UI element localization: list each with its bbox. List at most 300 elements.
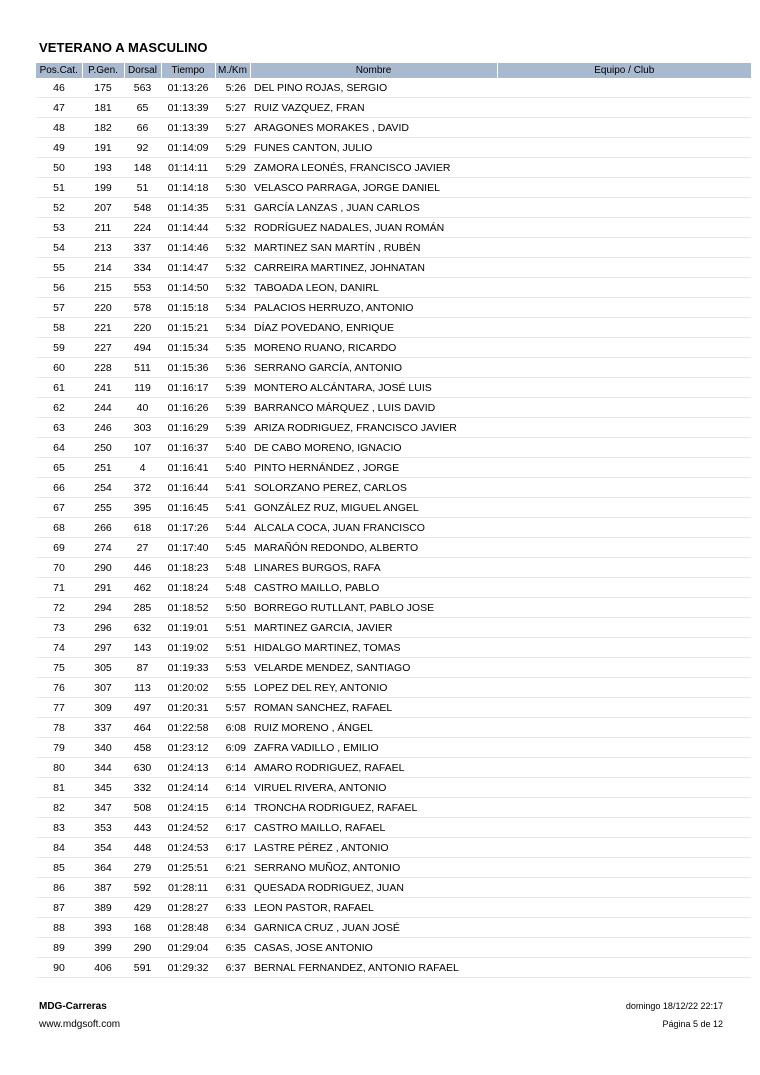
cell-equipo (497, 398, 751, 418)
table-row (36, 818, 751, 838)
cell-p-gen: 344 (82, 758, 124, 778)
table-row (36, 198, 751, 218)
cell-dorsal: 337 (124, 238, 161, 258)
cell-dorsal: 40 (124, 398, 161, 418)
table-row (36, 738, 751, 758)
table-row (36, 598, 751, 618)
cell-equipo (497, 698, 751, 718)
cell-equipo (497, 98, 751, 118)
table-row (36, 618, 751, 638)
cell-p-gen: 291 (82, 578, 124, 598)
cell-mkm: 5:40 (215, 438, 250, 458)
cell-p-gen: 274 (82, 538, 124, 558)
cell-tiempo: 01:18:24 (161, 578, 215, 598)
table-row (36, 338, 751, 358)
table-row (36, 398, 751, 418)
cell-tiempo: 01:24:15 (161, 798, 215, 818)
cell-dorsal: 372 (124, 478, 161, 498)
cell-tiempo: 01:28:27 (161, 898, 215, 918)
cell-p-gen: 181 (82, 98, 124, 118)
cell-dorsal: 462 (124, 578, 161, 598)
cell-tiempo: 01:15:21 (161, 318, 215, 338)
cell-tiempo: 01:28:11 (161, 878, 215, 898)
cell-nombre: QUESADA RODRIGUEZ, JUAN (250, 878, 497, 898)
cell-p-gen: 254 (82, 478, 124, 498)
cell-nombre: PALACIOS HERRUZO, ANTONIO (250, 298, 497, 318)
cell-mkm: 5:35 (215, 338, 250, 358)
cell-mkm: 6:33 (215, 898, 250, 918)
cell-tiempo: 01:13:26 (161, 78, 215, 98)
cell-equipo (497, 438, 751, 458)
cell-tiempo: 01:19:33 (161, 658, 215, 678)
table-row (36, 438, 751, 458)
cell-pos-cat: 88 (36, 918, 82, 938)
cell-p-gen: 255 (82, 498, 124, 518)
cell-mkm: 5:36 (215, 358, 250, 378)
footer-website: www.mdgsoft.com (39, 1019, 121, 1030)
cell-dorsal: 548 (124, 198, 161, 218)
table-row (36, 758, 751, 778)
cell-pos-cat: 79 (36, 738, 82, 758)
cell-nombre: CASAS, JOSE ANTONIO (250, 938, 497, 958)
cell-pos-cat: 51 (36, 178, 82, 198)
cell-p-gen: 294 (82, 598, 124, 618)
header-pos-cat: Pos.Cat. (36, 63, 82, 78)
cell-mkm: 5:39 (215, 378, 250, 398)
cell-dorsal: 65 (124, 98, 161, 118)
cell-tiempo: 01:20:31 (161, 698, 215, 718)
cell-tiempo: 01:14:46 (161, 238, 215, 258)
cell-pos-cat: 85 (36, 858, 82, 878)
cell-p-gen: 211 (82, 218, 124, 238)
cell-equipo (497, 618, 751, 638)
cell-tiempo: 01:14:35 (161, 198, 215, 218)
cell-p-gen: 387 (82, 878, 124, 898)
cell-pos-cat: 81 (36, 778, 82, 798)
cell-pos-cat: 74 (36, 638, 82, 658)
cell-equipo (497, 178, 751, 198)
cell-pos-cat: 78 (36, 718, 82, 738)
table-row (36, 698, 751, 718)
cell-tiempo: 01:16:44 (161, 478, 215, 498)
table-row (36, 258, 751, 278)
table-row (36, 878, 751, 898)
cell-tiempo: 01:14:50 (161, 278, 215, 298)
table-row (36, 478, 751, 498)
cell-tiempo: 01:16:45 (161, 498, 215, 518)
table-row (36, 858, 751, 878)
cell-dorsal: 446 (124, 558, 161, 578)
cell-equipo (497, 458, 751, 478)
table-row (36, 378, 751, 398)
cell-pos-cat: 46 (36, 78, 82, 98)
cell-equipo (497, 778, 751, 798)
cell-nombre: SERRANO GARCÍA, ANTONIO (250, 358, 497, 378)
cell-nombre: ALCALA COCA, JUAN FRANCISCO (250, 518, 497, 538)
footer-date: domingo 18/12/22 22:17 (625, 1001, 723, 1011)
cell-dorsal: 119 (124, 378, 161, 398)
cell-equipo (497, 938, 751, 958)
cell-mkm: 5:32 (215, 278, 250, 298)
cell-tiempo: 01:18:52 (161, 598, 215, 618)
table-row (36, 938, 751, 958)
cell-tiempo: 01:16:37 (161, 438, 215, 458)
cell-dorsal: 285 (124, 598, 161, 618)
cell-pos-cat: 59 (36, 338, 82, 358)
cell-equipo (497, 478, 751, 498)
cell-pos-cat: 52 (36, 198, 82, 218)
cell-p-gen: 193 (82, 158, 124, 178)
table-row (36, 318, 751, 338)
cell-pos-cat: 53 (36, 218, 82, 238)
cell-nombre: GARNICA CRUZ , JUAN JOSÉ (250, 918, 497, 938)
cell-pos-cat: 66 (36, 478, 82, 498)
cell-mkm: 6:35 (215, 938, 250, 958)
cell-dorsal: 303 (124, 418, 161, 438)
cell-nombre: DÍAZ POVEDANO, ENRIQUE (250, 318, 497, 338)
cell-nombre: PINTO HERNÁNDEZ , JORGE (250, 458, 497, 478)
cell-dorsal: 51 (124, 178, 161, 198)
cell-mkm: 5:45 (215, 538, 250, 558)
cell-mkm: 5:27 (215, 98, 250, 118)
cell-mkm: 6:14 (215, 778, 250, 798)
cell-equipo (497, 638, 751, 658)
cell-p-gen: 244 (82, 398, 124, 418)
results-table (36, 63, 751, 978)
header-mkm: M./Km (215, 63, 250, 78)
cell-nombre: DEL PINO ROJAS, SERGIO (250, 78, 497, 98)
table-row (36, 78, 751, 98)
cell-pos-cat: 56 (36, 278, 82, 298)
cell-nombre: ARAGONES MORAKES , DAVID (250, 118, 497, 138)
cell-dorsal: 4 (124, 458, 161, 478)
cell-nombre: FUNES CANTON, JULIO (250, 138, 497, 158)
cell-pos-cat: 90 (36, 958, 82, 978)
cell-pos-cat: 67 (36, 498, 82, 518)
cell-p-gen: 297 (82, 638, 124, 658)
cell-pos-cat: 77 (36, 698, 82, 718)
cell-mkm: 6:34 (215, 918, 250, 938)
cell-p-gen: 353 (82, 818, 124, 838)
cell-mkm: 6:14 (215, 798, 250, 818)
cell-nombre: LOPEZ DEL REY, ANTONIO (250, 678, 497, 698)
cell-equipo (497, 558, 751, 578)
cell-equipo (497, 378, 751, 398)
cell-tiempo: 01:16:17 (161, 378, 215, 398)
cell-equipo (497, 278, 751, 298)
cell-p-gen: 251 (82, 458, 124, 478)
cell-mkm: 5:39 (215, 418, 250, 438)
cell-p-gen: 345 (82, 778, 124, 798)
cell-pos-cat: 83 (36, 818, 82, 838)
cell-tiempo: 01:15:18 (161, 298, 215, 318)
cell-equipo (497, 678, 751, 698)
cell-p-gen: 227 (82, 338, 124, 358)
table-row (36, 518, 751, 538)
cell-pos-cat: 76 (36, 678, 82, 698)
cell-nombre: MONTERO ALCÁNTARA, JOSÉ LUIS (250, 378, 497, 398)
cell-mkm: 6:17 (215, 838, 250, 858)
cell-dorsal: 279 (124, 858, 161, 878)
cell-tiempo: 01:14:44 (161, 218, 215, 238)
cell-pos-cat: 84 (36, 838, 82, 858)
cell-pos-cat: 57 (36, 298, 82, 318)
cell-equipo (497, 338, 751, 358)
cell-mkm: 5:29 (215, 138, 250, 158)
cell-equipo (497, 138, 751, 158)
cell-pos-cat: 68 (36, 518, 82, 538)
cell-mkm: 6:17 (215, 818, 250, 838)
cell-nombre: GARCÍA LANZAS , JUAN CARLOS (250, 198, 497, 218)
cell-mkm: 5:53 (215, 658, 250, 678)
cell-tiempo: 01:17:40 (161, 538, 215, 558)
cell-nombre: CASTRO MAILLO, RAFAEL (250, 818, 497, 838)
cell-mkm: 5:29 (215, 158, 250, 178)
cell-tiempo: 01:23:12 (161, 738, 215, 758)
table-row (36, 298, 751, 318)
cell-dorsal: 143 (124, 638, 161, 658)
cell-dorsal: 27 (124, 538, 161, 558)
cell-mkm: 6:31 (215, 878, 250, 898)
cell-tiempo: 01:16:41 (161, 458, 215, 478)
cell-dorsal: 148 (124, 158, 161, 178)
table-row (36, 958, 751, 978)
cell-dorsal: 168 (124, 918, 161, 938)
cell-nombre: LEON PASTOR, RAFAEL (250, 898, 497, 918)
cell-dorsal: 592 (124, 878, 161, 898)
cell-mkm: 5:50 (215, 598, 250, 618)
cell-nombre: ROMAN SANCHEZ, RAFAEL (250, 698, 497, 718)
cell-equipo (497, 238, 751, 258)
cell-mkm: 6:14 (215, 758, 250, 778)
cell-p-gen: 309 (82, 698, 124, 718)
cell-nombre: DE CABO MORENO, IGNACIO (250, 438, 497, 458)
cell-dorsal: 618 (124, 518, 161, 538)
table-row (36, 358, 751, 378)
cell-dorsal: 429 (124, 898, 161, 918)
table-row (36, 898, 751, 918)
cell-nombre: MARAÑÓN REDONDO, ALBERTO (250, 538, 497, 558)
table-row (36, 158, 751, 178)
cell-pos-cat: 69 (36, 538, 82, 558)
cell-mkm: 5:30 (215, 178, 250, 198)
cell-pos-cat: 73 (36, 618, 82, 638)
cell-nombre: LINARES BURGOS, RAFA (250, 558, 497, 578)
cell-tiempo: 01:13:39 (161, 98, 215, 118)
cell-pos-cat: 63 (36, 418, 82, 438)
cell-nombre: TABOADA LEON, DANIRL (250, 278, 497, 298)
cell-tiempo: 01:25:51 (161, 858, 215, 878)
cell-mkm: 5:27 (215, 118, 250, 138)
cell-mkm: 5:57 (215, 698, 250, 718)
cell-equipo (497, 598, 751, 618)
cell-nombre: HIDALGO MARTINEZ, TOMAS (250, 638, 497, 658)
cell-mkm: 5:34 (215, 318, 250, 338)
cell-equipo (497, 538, 751, 558)
cell-equipo (497, 158, 751, 178)
cell-dorsal: 66 (124, 118, 161, 138)
table-row (36, 638, 751, 658)
cell-dorsal: 511 (124, 358, 161, 378)
table-row (36, 538, 751, 558)
cell-tiempo: 01:18:23 (161, 558, 215, 578)
cell-pos-cat: 65 (36, 458, 82, 478)
cell-nombre: VELASCO PARRAGA, JORGE DANIEL (250, 178, 497, 198)
cell-p-gen: 199 (82, 178, 124, 198)
cell-pos-cat: 75 (36, 658, 82, 678)
table-row (36, 778, 751, 798)
cell-pos-cat: 49 (36, 138, 82, 158)
cell-equipo (497, 738, 751, 758)
cell-nombre: CASTRO MAILLO, PABLO (250, 578, 497, 598)
cell-equipo (497, 658, 751, 678)
cell-nombre: VIRUEL RIVERA, ANTONIO (250, 778, 497, 798)
table-row (36, 718, 751, 738)
cell-tiempo: 01:28:48 (161, 918, 215, 938)
cell-dorsal: 290 (124, 938, 161, 958)
cell-dorsal: 332 (124, 778, 161, 798)
cell-equipo (497, 118, 751, 138)
cell-nombre: RUIZ VAZQUEZ, FRAN (250, 98, 497, 118)
cell-p-gen: 399 (82, 938, 124, 958)
cell-mkm: 5:48 (215, 578, 250, 598)
cell-dorsal: 591 (124, 958, 161, 978)
cell-mkm: 5:55 (215, 678, 250, 698)
table-row (36, 138, 751, 158)
cell-dorsal: 395 (124, 498, 161, 518)
cell-nombre: AMARO RODRIGUEZ, RAFAEL (250, 758, 497, 778)
cell-mkm: 5:34 (215, 298, 250, 318)
cell-dorsal: 334 (124, 258, 161, 278)
table-body (36, 78, 751, 978)
cell-equipo (497, 798, 751, 818)
table-row (36, 658, 751, 678)
cell-mkm: 5:26 (215, 78, 250, 98)
cell-nombre: RUIZ MORENO , ÁNGEL (250, 718, 497, 738)
cell-equipo (497, 198, 751, 218)
cell-dorsal: 563 (124, 78, 161, 98)
cell-nombre: VELARDE MENDEZ, SANTIAGO (250, 658, 497, 678)
cell-nombre: ARIZA RODRIGUEZ, FRANCISCO JAVIER (250, 418, 497, 438)
cell-tiempo: 01:19:01 (161, 618, 215, 638)
cell-dorsal: 220 (124, 318, 161, 338)
cell-mkm: 5:32 (215, 238, 250, 258)
cell-tiempo: 01:22:58 (161, 718, 215, 738)
cell-mkm: 5:41 (215, 498, 250, 518)
header-tiempo: Tiempo (161, 63, 215, 78)
cell-pos-cat: 64 (36, 438, 82, 458)
cell-p-gen: 406 (82, 958, 124, 978)
cell-equipo (497, 818, 751, 838)
cell-equipo (497, 258, 751, 278)
cell-tiempo: 01:13:39 (161, 118, 215, 138)
cell-equipo (497, 518, 751, 538)
cell-equipo (497, 418, 751, 438)
cell-dorsal: 497 (124, 698, 161, 718)
cell-p-gen: 393 (82, 918, 124, 938)
cell-dorsal: 508 (124, 798, 161, 818)
cell-nombre: CARREIRA MARTINEZ, JOHNATAN (250, 258, 497, 278)
cell-equipo (497, 898, 751, 918)
cell-mkm: 6:09 (215, 738, 250, 758)
header-p-gen: P.Gen. (82, 63, 124, 78)
table-row (36, 838, 751, 858)
cell-p-gen: 389 (82, 898, 124, 918)
cell-mkm: 5:39 (215, 398, 250, 418)
cell-equipo (497, 498, 751, 518)
cell-dorsal: 458 (124, 738, 161, 758)
cell-tiempo: 01:16:26 (161, 398, 215, 418)
cell-p-gen: 207 (82, 198, 124, 218)
cell-pos-cat: 47 (36, 98, 82, 118)
cell-dorsal: 632 (124, 618, 161, 638)
cell-pos-cat: 87 (36, 898, 82, 918)
cell-equipo (497, 298, 751, 318)
cell-dorsal: 630 (124, 758, 161, 778)
cell-equipo (497, 578, 751, 598)
cell-pos-cat: 80 (36, 758, 82, 778)
cell-p-gen: 241 (82, 378, 124, 398)
table-row (36, 558, 751, 578)
cell-tiempo: 01:17:26 (161, 518, 215, 538)
cell-mkm: 5:51 (215, 618, 250, 638)
cell-nombre: SOLORZANO PEREZ, CARLOS (250, 478, 497, 498)
cell-p-gen: 305 (82, 658, 124, 678)
table-row (36, 578, 751, 598)
table-row (36, 918, 751, 938)
cell-equipo (497, 358, 751, 378)
cell-nombre: RODRÍGUEZ NADALES, JUAN ROMÁN (250, 218, 497, 238)
cell-mkm: 5:32 (215, 218, 250, 238)
cell-tiempo: 01:15:36 (161, 358, 215, 378)
cell-equipo (497, 838, 751, 858)
cell-p-gen: 175 (82, 78, 124, 98)
table-row (36, 458, 751, 478)
cell-pos-cat: 89 (36, 938, 82, 958)
cell-pos-cat: 60 (36, 358, 82, 378)
cell-dorsal: 113 (124, 678, 161, 698)
cell-p-gen: 214 (82, 258, 124, 278)
cell-mkm: 5:44 (215, 518, 250, 538)
cell-pos-cat: 72 (36, 598, 82, 618)
cell-equipo (497, 758, 751, 778)
cell-pos-cat: 54 (36, 238, 82, 258)
cell-equipo (497, 218, 751, 238)
cell-equipo (497, 858, 751, 878)
cell-p-gen: 191 (82, 138, 124, 158)
cell-p-gen: 364 (82, 858, 124, 878)
cell-tiempo: 01:14:47 (161, 258, 215, 278)
cell-p-gen: 213 (82, 238, 124, 258)
cell-p-gen: 290 (82, 558, 124, 578)
cell-nombre: MORENO RUANO, RICARDO (250, 338, 497, 358)
cell-dorsal: 92 (124, 138, 161, 158)
table-row (36, 678, 751, 698)
cell-equipo (497, 878, 751, 898)
cell-dorsal: 578 (124, 298, 161, 318)
cell-tiempo: 01:29:32 (161, 958, 215, 978)
cell-dorsal: 448 (124, 838, 161, 858)
table-row (36, 98, 751, 118)
header-dorsal: Dorsal (124, 63, 161, 78)
cell-p-gen: 337 (82, 718, 124, 738)
cell-pos-cat: 58 (36, 318, 82, 338)
cell-equipo (497, 918, 751, 938)
cell-tiempo: 01:24:52 (161, 818, 215, 838)
cell-pos-cat: 48 (36, 118, 82, 138)
cell-mkm: 5:41 (215, 478, 250, 498)
table-row (36, 278, 751, 298)
